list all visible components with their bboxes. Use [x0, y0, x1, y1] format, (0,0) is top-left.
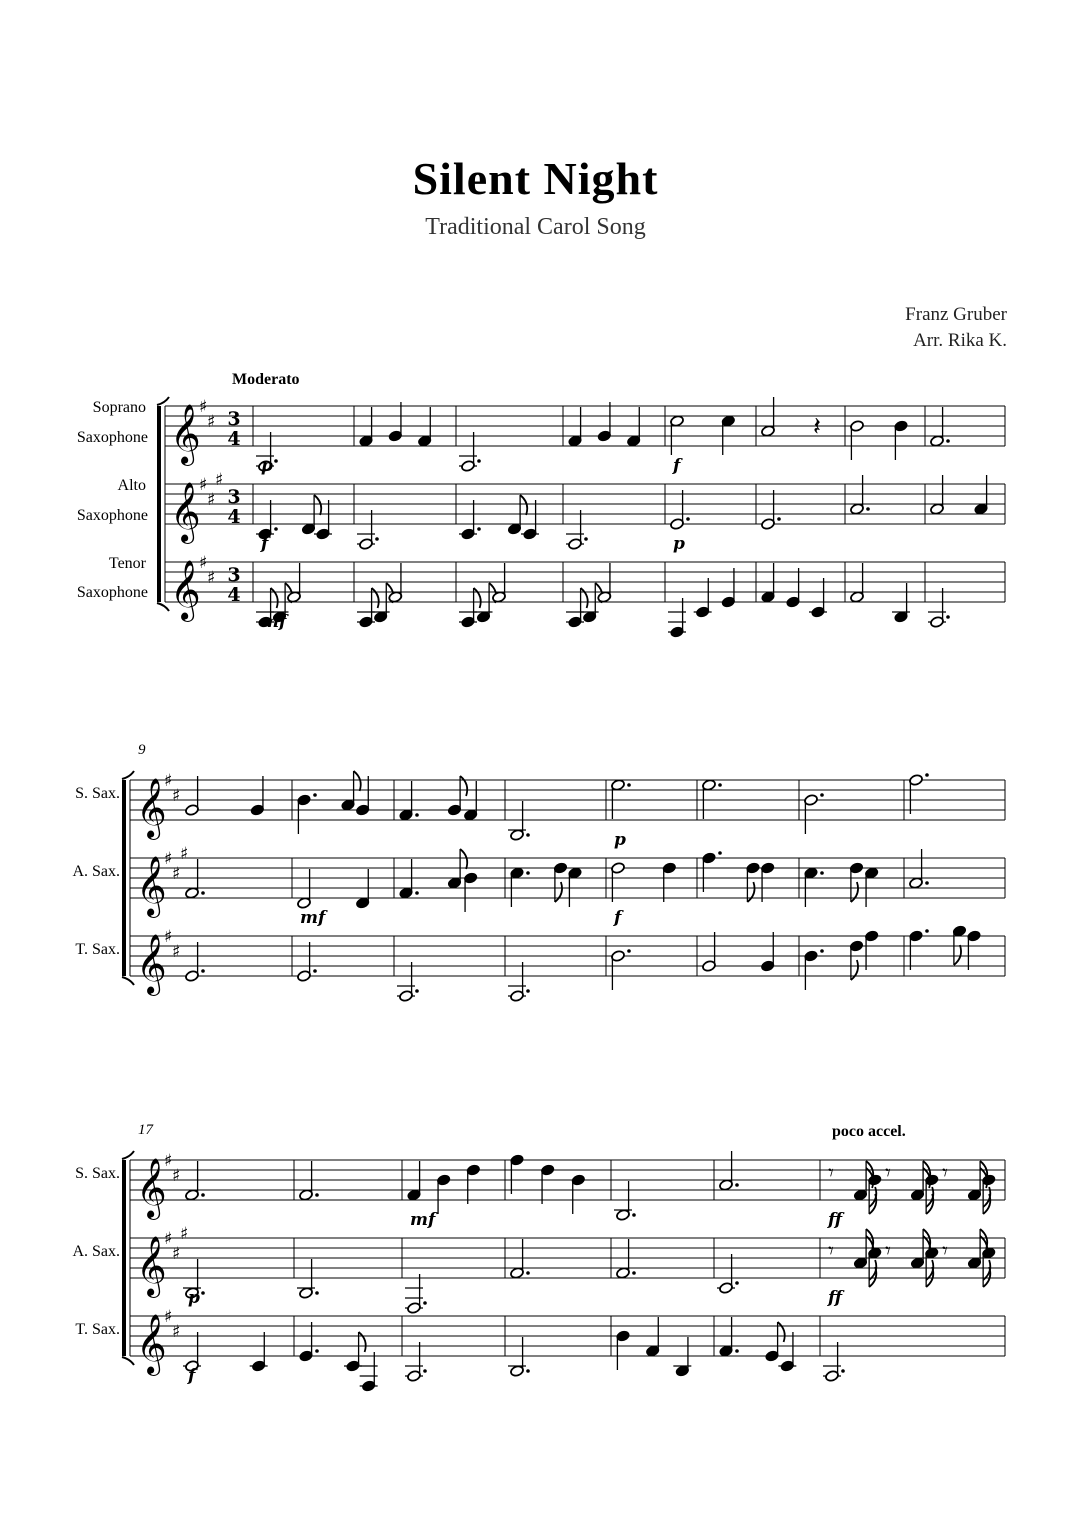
eighth-rest-icon: 𝄾 [828, 1239, 834, 1264]
sharp-icon: ♯ [199, 553, 208, 573]
sharp-icon: ♯ [164, 1151, 173, 1171]
augmentation-dot [925, 881, 929, 885]
augmentation-dot [777, 517, 781, 521]
treble-clef-icon: 𝄞 [170, 560, 201, 620]
system-bracket-cap [157, 397, 169, 405]
dynamic-marking: ff [828, 1210, 843, 1230]
instrument-label-soprano-line2: Saxophone [76, 429, 148, 446]
augmentation-dot [423, 1301, 427, 1305]
treble-clef-icon: 𝄞 [170, 482, 201, 542]
instrument-short-label-tenor: T. Sax. [75, 1321, 120, 1338]
sharp-icon: ♯ [199, 475, 208, 495]
augmentation-dot [526, 1271, 530, 1275]
augmentation-dot [477, 527, 481, 531]
sharp-icon: ♯ [164, 849, 173, 869]
augmentation-dot [415, 989, 419, 993]
eighth-rest-icon: 𝄾 [885, 1161, 891, 1186]
note-flag [851, 960, 858, 980]
note-flag [372, 588, 379, 608]
dynamic-marking: mf [261, 612, 287, 632]
instrument-label-alto-line1: Alto [117, 477, 146, 494]
sharp-icon: ♯ [172, 942, 181, 962]
augmentation-dot [925, 929, 929, 933]
note-flag [555, 882, 562, 902]
note-flag [474, 588, 481, 608]
augmentation-dot [201, 1193, 205, 1197]
dynamic-marking: f [188, 1366, 196, 1386]
treble-clef-icon: 𝄞 [136, 778, 167, 838]
augmentation-dot [526, 1369, 530, 1373]
sharp-icon: ♯ [172, 1166, 181, 1186]
measure-number: 17 [138, 1122, 153, 1138]
dynamic-marking: p [261, 456, 273, 476]
instrument-short-label-soprano: S. Sax. [75, 1165, 120, 1182]
dynamic-marking: p [188, 1288, 200, 1308]
instrument-short-label-tenor: T. Sax. [75, 941, 120, 958]
note-flag [354, 771, 361, 791]
sharp-icon: ♯ [180, 844, 189, 864]
dynamic-marking: f [673, 456, 681, 476]
augmentation-dot [526, 989, 530, 993]
note-flag [851, 882, 858, 902]
dynamic-marking: mf [410, 1210, 436, 1230]
note-flag [747, 882, 754, 902]
treble-clef-icon: 𝄞 [136, 1236, 167, 1296]
system-bracket-cap [122, 771, 134, 779]
dynamic-marking: f [261, 534, 269, 554]
dynamic-marking: p [614, 830, 626, 850]
treble-clef-icon: 𝄞 [136, 934, 167, 994]
tempo-marking: Moderato [232, 371, 300, 388]
treble-clef-icon: 𝄞 [136, 1314, 167, 1374]
sharp-icon: ♯ [207, 412, 216, 432]
system-bracket-cap [122, 1357, 134, 1365]
instrument-label-soprano-line1: Soprano [92, 399, 146, 416]
instrument-short-label-alto: A. Sax. [72, 1243, 120, 1260]
sharp-icon: ♯ [172, 864, 181, 884]
tempo-change-marking: poco accel. [832, 1123, 906, 1140]
time-signature-numerator: 3 [227, 564, 241, 586]
augmentation-dot [477, 459, 481, 463]
augmentation-dot [423, 1369, 427, 1373]
instrument-label-alto-line2: Saxophone [76, 507, 148, 524]
augmentation-dot [375, 537, 379, 541]
time-signature-numerator: 3 [227, 408, 241, 430]
note-flag [460, 776, 467, 796]
composer-name: Franz Gruber [905, 304, 1007, 325]
note-flag [314, 495, 321, 515]
augmentation-dot [627, 783, 631, 787]
note-flag [954, 945, 961, 965]
sharp-icon: ♯ [164, 1307, 173, 1327]
note-flag [460, 849, 467, 869]
augmentation-dot [735, 1349, 739, 1353]
augmentation-dot [274, 527, 278, 531]
music-layer [122, 397, 1005, 1392]
augmentation-dot [632, 1271, 636, 1275]
augmentation-dot [820, 793, 824, 797]
system-bracket-cap [122, 977, 134, 985]
score-title: Silent Night [412, 153, 659, 204]
system-bracket-cap [157, 603, 169, 611]
augmentation-dot [584, 537, 588, 541]
augmentation-dot [841, 1369, 845, 1373]
augmentation-dot [201, 1291, 205, 1295]
time-signature-denominator: 4 [227, 506, 241, 528]
augmentation-dot [686, 517, 690, 521]
augmentation-dot [866, 507, 870, 511]
augmentation-dot [526, 871, 530, 875]
augmentation-dot [718, 851, 722, 855]
sharp-icon: ♯ [215, 470, 224, 490]
instrument-label-tenor-line2: Saxophone [76, 584, 148, 601]
arranger-name: Arr. Rika K. [913, 330, 1007, 351]
augmentation-dot [946, 439, 950, 443]
augmentation-dot [415, 813, 419, 817]
dynamic-marking: ff [828, 1288, 843, 1308]
sharp-icon: ♯ [164, 927, 173, 947]
augmentation-dot [820, 949, 824, 953]
treble-clef-icon: 𝄞 [136, 856, 167, 916]
dynamic-marking: f [614, 908, 622, 928]
sharp-icon: ♯ [207, 568, 216, 588]
augmentation-dot [946, 615, 950, 619]
sharp-icon: ♯ [172, 786, 181, 806]
augmentation-dot [735, 1281, 739, 1285]
treble-clef-icon: 𝄞 [170, 404, 201, 464]
note-flag [581, 588, 588, 608]
augmentation-dot [627, 949, 631, 953]
treble-clef-icon: 𝄞 [136, 1158, 167, 1218]
system-bracket-cap [122, 1151, 134, 1159]
time-signature-denominator: 4 [227, 428, 241, 450]
augmentation-dot [315, 1193, 319, 1197]
note-flag [271, 588, 278, 608]
eighth-rest-icon: 𝄾 [942, 1239, 948, 1264]
sharp-icon: ♯ [172, 1322, 181, 1342]
eighth-rest-icon: 𝄾 [942, 1161, 948, 1186]
dynamic-marking: p [673, 534, 685, 554]
augmentation-dot [274, 459, 278, 463]
instrument-short-label-alto: A. Sax. [72, 863, 120, 880]
note-flag [359, 1332, 366, 1352]
augmentation-dot [315, 1291, 319, 1295]
eighth-rest-icon: 𝄾 [828, 1161, 834, 1186]
instrument-label-tenor-line1: Tenor [108, 555, 146, 572]
augmentation-dot [526, 833, 530, 837]
augmentation-dot [201, 969, 205, 973]
note-flag [778, 1322, 785, 1342]
eighth-rest-icon: 𝄾 [885, 1239, 891, 1264]
augmentation-dot [313, 969, 317, 973]
augmentation-dot [313, 793, 317, 797]
augmentation-dot [415, 891, 419, 895]
sharp-icon: ♯ [164, 771, 173, 791]
augmentation-dot [315, 1349, 319, 1353]
sharp-icon: ♯ [199, 397, 208, 417]
augmentation-dot [820, 871, 824, 875]
time-signature-numerator: 3 [227, 486, 241, 508]
sharp-icon: ♯ [172, 1244, 181, 1264]
instrument-short-label-soprano: S. Sax. [75, 785, 120, 802]
quarter-rest-icon: 𝄽 [813, 412, 821, 442]
sharp-icon: ♯ [180, 1224, 189, 1244]
augmentation-dot [201, 891, 205, 895]
dynamic-marking: mf [300, 908, 326, 928]
score-subtitle: Traditional Carol Song [425, 214, 646, 240]
sharp-icon: ♯ [207, 490, 216, 510]
sharp-icon: ♯ [164, 1229, 173, 1249]
augmentation-dot [735, 1183, 739, 1187]
augmentation-dot [632, 1213, 636, 1217]
measure-number: 9 [138, 742, 146, 758]
time-signature-denominator: 4 [227, 584, 241, 606]
augmentation-dot [718, 783, 722, 787]
augmentation-dot [925, 773, 929, 777]
note-flag [520, 495, 527, 515]
